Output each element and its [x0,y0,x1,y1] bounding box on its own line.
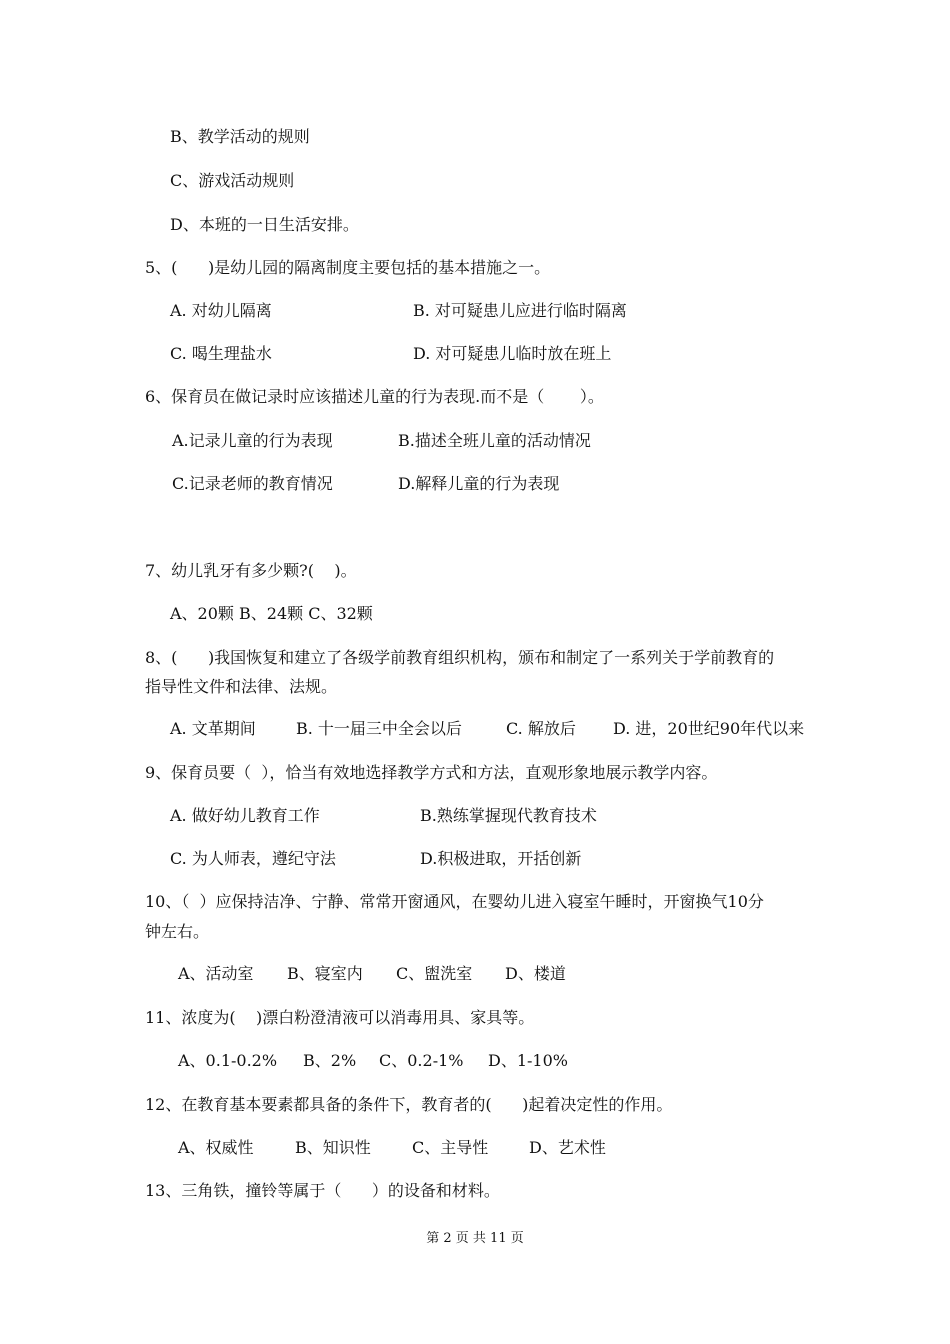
question-8-line-2: 指导性文件和法律、法规。 [145,677,338,696]
question-8-line-1: 8、( )我国恢复和建立了各级学前教育组织机构，颁布和制定了一系列关于学前教育的 [145,648,775,667]
q4-option-b: B、教学活动的规则 [170,127,310,146]
page-footer: 第 2 页 共 11 页 [426,1231,524,1246]
q5-option-b: B. 对可疑患儿应进行临时隔离 [413,301,627,320]
q11-option-d: D、1-10% [488,1051,568,1070]
q5-option-d: D. 对可疑患儿临时放在班上 [413,344,612,363]
q6-option-a: A.记录儿童的行为表现 [172,431,333,450]
q12-option-b: B、知识性 [295,1138,371,1157]
q9-option-a: A. 做好幼儿教育工作 [170,806,320,825]
q9-option-d: D.积极进取，开括创新 [420,849,582,868]
q5-option-a: A. 对幼儿隔离 [170,301,272,320]
q10-option-c: C、盥洗室 [396,964,473,983]
q10-option-a: A、活动室 [178,964,254,983]
q9-option-b: B.熟练掌握现代教育技术 [420,806,597,825]
q9-option-c: C. 为人师表，遵纪守法 [170,849,336,868]
q4-option-c: C、游戏活动规则 [170,171,295,190]
q11-option-b: B、2% [303,1051,357,1070]
q12-option-d: D、艺术性 [529,1138,606,1157]
q8-option-c: C. 解放后 [506,719,576,738]
question-12: 12、在教育基本要素都具备的条件下，教育者的( )起着决定性的作用。 [145,1095,673,1114]
question-10-line-2: 钟左右。 [145,922,210,941]
question-6: 6、保育员在做记录时应该描述儿童的行为表现.而不是（ ）。 [145,387,604,406]
q6-option-b: B.描述全班儿童的活动情况 [398,431,591,450]
question-11: 11、浓度为( )漂白粉澄清液可以消毒用具、家具等。 [145,1008,535,1027]
question-7: 7、幼儿乳牙有多少颗?( )。 [145,561,357,580]
q6-option-d: D.解释儿童的行为表现 [398,474,560,493]
q7-options: A、20颗 B、24颗 C、32颗 [170,604,373,623]
q10-option-b: B、寝室内 [287,964,363,983]
q12-option-c: C、主导性 [412,1138,489,1157]
q4-option-d: D、本班的一日生活安排。 [170,215,359,234]
question-9: 9、保育员要（ ），恰当有效地选择教学方式和方法，直观形象地展示教学内容。 [145,763,718,782]
q8-option-d: D. 进，20世纪90年代以来 [613,719,805,738]
q11-option-a: A、0.1-0.2% [178,1051,278,1070]
q8-option-b: B. 十一届三中全会以后 [296,719,462,738]
q10-option-d: D、楼道 [505,964,566,983]
q8-option-a: A. 文革期间 [170,719,256,738]
q12-option-a: A、权威性 [178,1138,254,1157]
question-5: 5、( )是幼儿园的隔离制度主要包括的基本措施之一。 [145,258,551,277]
q11-option-c: C、0.2-1% [379,1051,464,1070]
question-13: 13、三角铁，撞铃等属于（ ）的设备和材料。 [145,1181,500,1200]
q5-option-c: C. 喝生理盐水 [170,344,272,363]
question-10-line-1: 10、（ ）应保持洁净、宁静、常常开窗通风，在婴幼儿进入寝室午睡时，开窗换气10分 [145,892,764,911]
q6-option-c: C.记录老师的教育情况 [172,474,333,493]
